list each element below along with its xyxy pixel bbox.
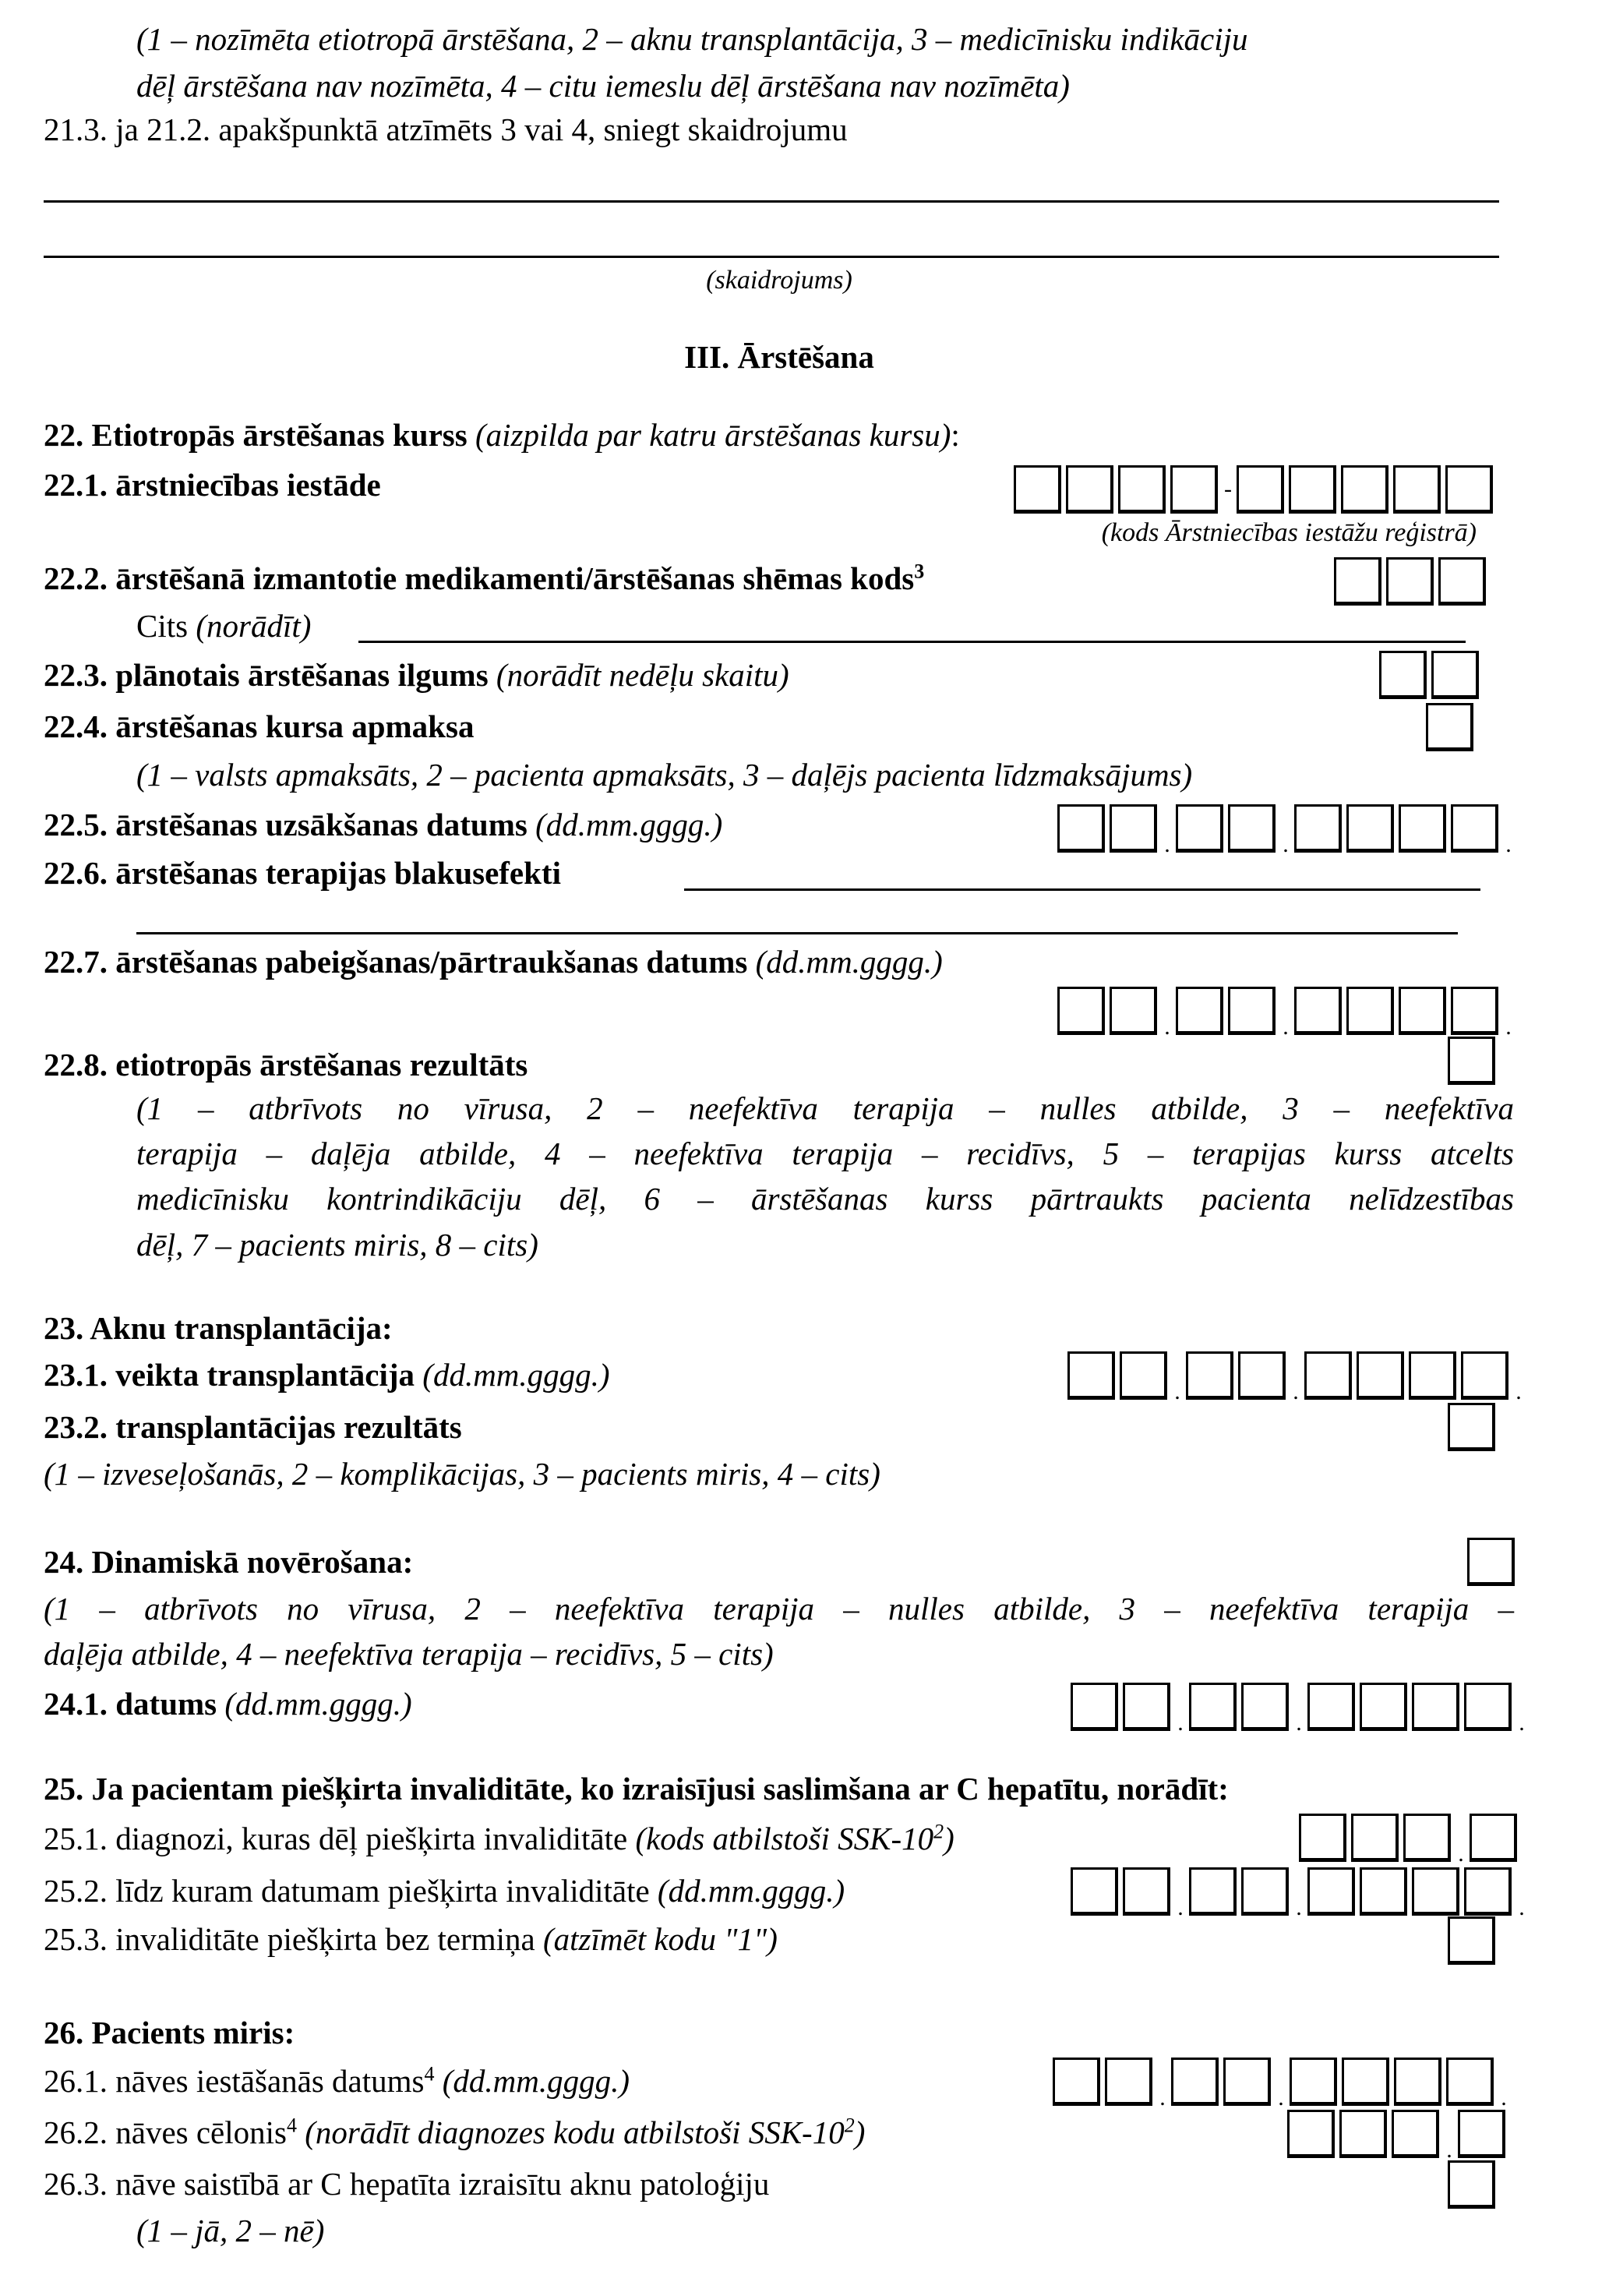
item-26-title: 26. Pacients miris: bbox=[44, 2015, 295, 2051]
item-26-3-label: 26.3. nāve saistībā ar C hepatīta izraisītu aknu patoloģiju bbox=[44, 2166, 770, 2202]
code-entry-box[interactable] bbox=[1186, 1351, 1233, 1400]
dot-separator: . bbox=[1293, 1379, 1299, 1404]
dot-separator: . bbox=[1505, 1014, 1512, 1040]
code-entry-box[interactable] bbox=[1467, 1538, 1515, 1586]
disability-until-date-boxes bbox=[1071, 1867, 1530, 1920]
code-entry-box[interactable] bbox=[1287, 2110, 1335, 2158]
code-entry-box[interactable] bbox=[1189, 1867, 1237, 1916]
explanation-line-1[interactable] bbox=[44, 200, 1499, 203]
code-entry-box[interactable] bbox=[1360, 1683, 1407, 1731]
duration-weeks-boxes bbox=[1379, 651, 1484, 699]
item-26-2-note: (norādīt diagnozes kodu atbilstoši SSK-10 bbox=[305, 2114, 845, 2150]
code-entry-box[interactable] bbox=[1451, 987, 1498, 1035]
code-entry-box[interactable] bbox=[1014, 465, 1061, 514]
dash-separator: - bbox=[1224, 476, 1232, 502]
footnote-ref: 2 bbox=[933, 1820, 944, 1843]
item-22-2-other bbox=[136, 607, 311, 645]
code-entry-box[interactable] bbox=[1176, 804, 1223, 853]
item-22-note: (aizpilda par katru ārstēšanas kursu) bbox=[475, 417, 951, 453]
item-22-4-legend: (1 – valsts apmaksāts, 2 – pacienta apmaksāts, 3 – daļējs pacienta līdzmaksājums) bbox=[136, 757, 1193, 793]
dot-separator: . bbox=[1519, 1710, 1525, 1736]
item-24-title: 24. Dinamiskā novērošana: bbox=[44, 1544, 414, 1580]
date-format-note: (dd.mm.gggg.) bbox=[755, 944, 943, 980]
item-25-2-text: 25.2. līdz kuram datumam piešķirta invaliditāte bbox=[44, 1873, 650, 1909]
item-26-1-text: 26.1. nāves iestāšanās datums bbox=[44, 2063, 425, 2099]
code-entry-box[interactable] bbox=[1171, 2058, 1219, 2106]
legend-21-2-line1: (1 – nozīmēta etiotropā ārstēšana, 2 – aknu transplantācija, 3 – medicīnisku indikāciju bbox=[136, 21, 1248, 57]
item-26-2-text: 26.2. nāves cēlonis bbox=[44, 2114, 287, 2150]
code-entry-box[interactable] bbox=[1448, 1037, 1495, 1085]
code-entry-box[interactable] bbox=[1351, 1814, 1399, 1862]
code-entry-box[interactable] bbox=[1057, 987, 1105, 1035]
observation-code-box bbox=[1467, 1538, 1519, 1586]
code-entry-box[interactable] bbox=[1123, 1683, 1170, 1731]
item-25-3-note: (atzīmēt kodu "1") bbox=[543, 1921, 778, 1957]
item-22-7-text: 22.7. ārstēšanas pabeigšanas/pārtraukšanas datums bbox=[44, 944, 748, 980]
code-entry-box[interactable] bbox=[1461, 1351, 1508, 1400]
item-26-1-label bbox=[44, 2062, 630, 2100]
code-entry-box[interactable] bbox=[1290, 2058, 1337, 2106]
code-entry-box[interactable] bbox=[1170, 465, 1218, 514]
item-23-2-legend: (1 – izveseļošanās, 2 – komplikācijas, 3 – pacients miris, 4 – cits) bbox=[44, 1456, 880, 1492]
code-entry-box[interactable] bbox=[1412, 1683, 1459, 1731]
code-entry-box[interactable] bbox=[1299, 1814, 1346, 1862]
code-entry-box[interactable] bbox=[1386, 557, 1434, 606]
code-entry-box[interactable] bbox=[1176, 987, 1223, 1035]
dot-separator: . bbox=[1177, 1710, 1184, 1736]
result-code-box bbox=[1448, 1037, 1500, 1085]
item-23-title: 23. Aknu transplantācija: bbox=[44, 1310, 393, 1346]
code-entry-box[interactable] bbox=[1446, 2058, 1494, 2106]
code-entry-box[interactable] bbox=[1120, 1351, 1167, 1400]
code-entry-box[interactable] bbox=[1393, 465, 1441, 514]
item-22-7-label bbox=[44, 943, 943, 980]
code-entry-box[interactable] bbox=[1438, 557, 1486, 606]
item-22-6-label: 22.6. ārstēšanas terapijas blakusefekti bbox=[44, 855, 561, 891]
footnote-ref: 3 bbox=[914, 560, 925, 583]
code-entry-box[interactable] bbox=[1053, 2058, 1100, 2106]
item-22-heading bbox=[44, 416, 960, 454]
disability-diagnosis-code-boxes bbox=[1299, 1814, 1522, 1867]
dot-separator: . bbox=[1501, 2085, 1507, 2111]
code-entry-box[interactable] bbox=[1241, 1683, 1289, 1731]
item-25-title: 25. Ja pacientam piešķirta invaliditāte, ko izraisījusi saslimšana ar C hepatītu, norādīt: bbox=[44, 1771, 1229, 1807]
code-entry-box[interactable] bbox=[1448, 1916, 1495, 1965]
code-entry-box[interactable] bbox=[1289, 465, 1336, 514]
item-24-legend-1: (1 – atbrīvots no vīrusa, 2 – neefektīva terapija – nulles atbilde, 3 – neefektīva terapija – bbox=[44, 1591, 1514, 1627]
code-entry-box[interactable] bbox=[1394, 2058, 1441, 2106]
code-entry-box[interactable] bbox=[1379, 651, 1427, 699]
item-22-5-label bbox=[44, 806, 722, 843]
code-entry-box[interactable] bbox=[1237, 465, 1284, 514]
code-entry-box[interactable] bbox=[1448, 1403, 1495, 1451]
item-22-3-note: (norādīt nedēļu skaitu) bbox=[496, 657, 789, 693]
item-22-8-legend-2: terapija – daļēja atbilde, 4 – neefektīva terapija – recidīvs, 5 – terapijas kurss atcelts bbox=[136, 1136, 1514, 1171]
code-entry-box[interactable] bbox=[1339, 2110, 1387, 2158]
item-23-1-label bbox=[44, 1356, 610, 1393]
code-entry-box[interactable] bbox=[1403, 1814, 1451, 1862]
code-entry-box[interactable] bbox=[1110, 987, 1157, 1035]
code-entry-box[interactable] bbox=[1057, 804, 1105, 853]
item-26-3-legend: (1 – jā, 2 – nē) bbox=[136, 2213, 325, 2248]
code-entry-box[interactable] bbox=[1334, 557, 1381, 606]
item-22-colon: : bbox=[951, 417, 960, 453]
dot-separator: . bbox=[1283, 832, 1289, 857]
dot-separator: . bbox=[1278, 2085, 1284, 2111]
code-entry-box[interactable] bbox=[1346, 804, 1394, 853]
death-hepatitis-related-box bbox=[1448, 2160, 1500, 2209]
item-22-title: 22. Etiotropās ārstēšanas kurss bbox=[44, 417, 468, 453]
item-25-3-text: 25.3. invaliditāte piešķirta bez termiņa bbox=[44, 1921, 535, 1957]
code-entry-box[interactable] bbox=[1223, 2058, 1271, 2106]
code-entry-box[interactable] bbox=[1341, 465, 1388, 514]
item-22-8-legend-3: medicīnisku kontrindikāciju dēļ, 6 – ārstēšanas kurss pārtraukts pacienta nelīdzestības bbox=[136, 1181, 1514, 1217]
dot-separator: . bbox=[1164, 1014, 1170, 1040]
code-entry-box[interactable] bbox=[1470, 1814, 1517, 1862]
payment-code-box bbox=[1426, 703, 1478, 751]
code-entry-box[interactable] bbox=[1067, 1351, 1115, 1400]
death-date-boxes bbox=[1053, 2058, 1512, 2111]
code-entry-box[interactable] bbox=[1426, 703, 1473, 751]
code-entry-box[interactable] bbox=[1228, 987, 1276, 1035]
date-format-note: (dd.mm.gggg.) bbox=[657, 1873, 845, 1909]
dot-separator: . bbox=[1505, 832, 1512, 857]
legend-21-2-line2: dēļ ārstēšana nav nozīmēta, 4 – citu iemeslu dēļ ārstēšana nav nozīmēta) bbox=[136, 68, 1070, 104]
item-21-3-label: 21.3. ja 21.2. apakšpunktā atzīmēts 3 vai 4, sniegt skaidrojumu bbox=[44, 111, 848, 147]
code-entry-box[interactable] bbox=[1392, 2110, 1439, 2158]
code-entry-box[interactable] bbox=[1448, 2160, 1495, 2209]
transplant-date-boxes bbox=[1067, 1351, 1527, 1404]
item-24-1-text: 24.1. datums bbox=[44, 1686, 217, 1722]
code-entry-box[interactable] bbox=[1399, 804, 1446, 853]
code-entry-box[interactable] bbox=[1189, 1683, 1237, 1731]
institution-code-caption: (kods Ārstniecības iestāžu reģistrā) bbox=[1101, 518, 1477, 547]
date-format-note: (dd.mm.gggg.) bbox=[224, 1686, 412, 1722]
disability-indefinite-box bbox=[1448, 1916, 1500, 1965]
death-cause-code-boxes bbox=[1287, 2110, 1510, 2163]
footnote-ref: 4 bbox=[286, 2114, 297, 2137]
code-entry-box[interactable] bbox=[1304, 1351, 1352, 1400]
item-23-2-label: 23.2. transplantācijas rezultāts bbox=[44, 1409, 462, 1445]
dot-separator: . bbox=[1519, 1895, 1525, 1920]
item-25-2-label bbox=[44, 1872, 845, 1909]
dot-separator: . bbox=[1174, 1379, 1180, 1404]
item-22-8-legend-4: dēļ, 7 – pacients miris, 8 – cits) bbox=[136, 1227, 538, 1263]
item-22-2-label bbox=[44, 560, 924, 597]
transplant-result-box bbox=[1448, 1403, 1500, 1451]
other-note: (norādīt) bbox=[196, 608, 312, 644]
code-entry-box[interactable] bbox=[1123, 1867, 1170, 1916]
code-entry-box[interactable] bbox=[1110, 804, 1157, 853]
item-22-5-text: 22.5. ārstēšanas uzsākšanas datums bbox=[44, 807, 528, 842]
item-24-1-label bbox=[44, 1685, 412, 1722]
item-25-3-label bbox=[44, 1920, 778, 1958]
code-entry-box[interactable] bbox=[1451, 804, 1498, 853]
code-entry-box[interactable] bbox=[1346, 987, 1394, 1035]
code-entry-box[interactable] bbox=[1431, 651, 1479, 699]
item-25-1-label bbox=[44, 1820, 954, 1857]
paren-close: ) bbox=[854, 2114, 866, 2150]
code-entry-box[interactable] bbox=[1307, 1867, 1355, 1916]
code-entry-box[interactable] bbox=[1118, 465, 1166, 514]
date-format-note: (dd.mm.gggg.) bbox=[442, 2063, 630, 2099]
dot-separator: . bbox=[1296, 1895, 1302, 1920]
item-24-legend-2: daļēja atbilde, 4 – neefektīva terapija – recidīvs, 5 – cits) bbox=[44, 1636, 774, 1672]
dot-separator: . bbox=[1177, 1895, 1184, 1920]
code-entry-box[interactable] bbox=[1464, 1683, 1512, 1731]
side-effects-line-2[interactable] bbox=[136, 932, 1458, 934]
item-22-4-label: 22.4. ārstēšanas kursa apmaksa bbox=[44, 708, 475, 744]
footnote-ref: 4 bbox=[424, 2062, 435, 2086]
code-entry-box[interactable] bbox=[1399, 987, 1446, 1035]
dot-separator: . bbox=[1164, 832, 1170, 857]
dot-separator: . bbox=[1446, 2137, 1452, 2163]
dot-separator: . bbox=[1515, 1379, 1522, 1404]
code-entry-box[interactable] bbox=[1241, 1867, 1289, 1916]
end-date-boxes bbox=[1057, 987, 1517, 1040]
item-22-2-text: 22.2. ārstēšanā izmantotie medikamenti/ārstēšanas shēmas kods bbox=[44, 560, 915, 596]
code-entry-box[interactable] bbox=[1228, 804, 1276, 853]
item-22-8-label: 22.8. etiotropās ārstēšanas rezultāts bbox=[44, 1047, 528, 1083]
item-25-1-note: (kods atbilstoši SSK-10 bbox=[635, 1821, 934, 1856]
footnote-ref: 2 bbox=[844, 2114, 855, 2137]
start-date-boxes bbox=[1057, 804, 1517, 857]
item-22-8-legend-1: (1 – atbrīvots no vīrusa, 2 – neefektīva terapija – nulles atbilde, 3 – neefektīva bbox=[136, 1090, 1514, 1126]
code-entry-box[interactable] bbox=[1071, 1867, 1118, 1916]
item-22-1-label: 22.1. ārstniecības iestāde bbox=[44, 467, 381, 503]
code-entry-box[interactable] bbox=[1464, 1867, 1512, 1916]
dot-separator: . bbox=[1458, 1841, 1464, 1867]
section-title: III. Ārstēšana bbox=[684, 339, 874, 375]
paren-close: ) bbox=[944, 1821, 954, 1856]
code-entry-box[interactable] bbox=[1458, 2110, 1505, 2158]
code-entry-box[interactable] bbox=[1357, 1351, 1404, 1400]
item-23-1-text: 23.1. veikta transplantācija bbox=[44, 1357, 415, 1393]
dot-separator: . bbox=[1296, 1710, 1302, 1736]
observation-date-boxes bbox=[1071, 1683, 1530, 1736]
dot-separator: . bbox=[1159, 2085, 1166, 2111]
code-entry-box[interactable] bbox=[1238, 1351, 1286, 1400]
code-entry-box[interactable] bbox=[1294, 804, 1342, 853]
code-entry-box[interactable] bbox=[1307, 1683, 1355, 1731]
explanation-line-2[interactable] bbox=[44, 256, 1499, 258]
item-22-3-text: 22.3. plānotais ārstēšanas ilgums bbox=[44, 657, 489, 693]
item-22-3-label bbox=[44, 656, 789, 694]
medication-code-boxes bbox=[1334, 557, 1491, 606]
code-entry-box[interactable] bbox=[1071, 1683, 1118, 1731]
date-format-note: (dd.mm.gggg.) bbox=[422, 1357, 610, 1393]
code-entry-box[interactable] bbox=[1360, 1867, 1407, 1916]
code-entry-box[interactable] bbox=[1294, 987, 1342, 1035]
item-25-1-text: 25.1. diagnozi, kuras dēļ piešķirta invaliditāte bbox=[44, 1821, 628, 1856]
side-effects-line-1[interactable] bbox=[684, 888, 1480, 891]
code-entry-box[interactable] bbox=[1445, 465, 1493, 514]
item-26-2-label bbox=[44, 2114, 865, 2151]
code-entry-box[interactable] bbox=[1412, 1867, 1459, 1916]
institution-code-boxes bbox=[1014, 465, 1498, 514]
code-entry-box[interactable] bbox=[1409, 1351, 1456, 1400]
dot-separator: . bbox=[1283, 1014, 1289, 1040]
other-label: Cits bbox=[136, 608, 189, 644]
code-entry-box[interactable] bbox=[1105, 2058, 1152, 2106]
other-medication-line[interactable] bbox=[358, 641, 1466, 643]
date-format-note: (dd.mm.gggg.) bbox=[535, 807, 723, 842]
code-entry-box[interactable] bbox=[1342, 2058, 1389, 2106]
code-entry-box[interactable] bbox=[1066, 465, 1113, 514]
explanation-caption: (skaidrojums) bbox=[706, 266, 852, 295]
